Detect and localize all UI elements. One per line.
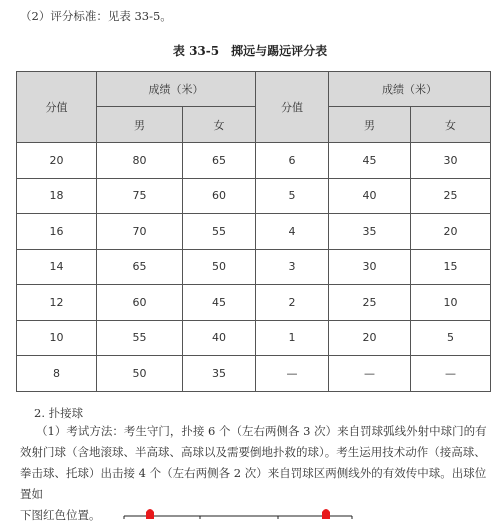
- table-cell: 65: [183, 143, 256, 179]
- paragraph-line: （1）考试方法：考生守门，扑接 6 个（左右两侧各 3 次）来自罚球弧线外射中球门的有: [36, 424, 487, 438]
- table-cell: 30: [411, 143, 491, 179]
- table-cell: 2: [256, 285, 329, 321]
- header-result: 成绩（米）: [329, 72, 491, 107]
- paragraph-line: 效射门球（含地滚球、半高球、高球以及需要倒地扑救的球）。考生运用技术动作（接高球、: [20, 445, 486, 459]
- table-cell: 3: [256, 249, 329, 285]
- table-cell: 12: [17, 285, 97, 321]
- table-cell: 80: [97, 143, 183, 179]
- goal-area-diagram: [0, 504, 500, 519]
- table-cell: 35: [329, 214, 411, 250]
- header-score: 分值: [256, 72, 329, 143]
- table-cell: 60: [183, 178, 256, 214]
- table-cell: 70: [97, 214, 183, 250]
- table-row: [17, 320, 491, 356]
- table-cell: 18: [17, 178, 97, 214]
- table-cell: —: [256, 356, 329, 392]
- table-cell: 55: [97, 320, 183, 356]
- scoring-standard-line: （2）评分标准：见表 33-5。: [20, 9, 172, 23]
- table-cell: 40: [183, 320, 256, 356]
- table-cell: 20: [17, 143, 97, 179]
- table-cell: 8: [17, 356, 97, 392]
- table-cell: 65: [97, 249, 183, 285]
- table-cell: 50: [183, 249, 256, 285]
- table-cell: 25: [329, 285, 411, 321]
- section-heading: 2. 扑接球: [34, 406, 84, 420]
- table-cell: 75: [97, 178, 183, 214]
- table-cell: 14: [17, 249, 97, 285]
- table-cell: 50: [97, 356, 183, 392]
- table-cell: 35: [183, 356, 256, 392]
- table-cell: 10: [17, 320, 97, 356]
- table-cell: 5: [256, 178, 329, 214]
- table-cell: 45: [329, 143, 411, 179]
- table-cell: 20: [411, 214, 491, 250]
- header-result: 成绩（米）: [97, 72, 256, 107]
- table-title: 表 33-5 掷远与踢远评分表: [172, 44, 328, 58]
- table-row: [17, 178, 491, 214]
- header-female: 女: [183, 107, 256, 143]
- table-row: [17, 249, 491, 285]
- table-cell: 25: [411, 178, 491, 214]
- paragraph-line: 拳击球、托球）出击接 4 个（左右两侧各 2 次）来自罚球区两侧线外的有效传中球。出球位置如: [20, 466, 487, 501]
- left-marker-icon: [146, 509, 154, 519]
- table-cell: 30: [329, 249, 411, 285]
- table-cell: 40: [329, 178, 411, 214]
- table-row: [17, 285, 491, 321]
- table-row: [17, 356, 491, 392]
- right-marker-icon: [322, 509, 330, 519]
- table-cell: 4: [256, 214, 329, 250]
- table-cell: 45: [183, 285, 256, 321]
- header-male: 男: [97, 107, 183, 143]
- table-cell: 6: [256, 143, 329, 179]
- table-row: [17, 143, 491, 179]
- table-cell: —: [411, 356, 491, 392]
- table-header-row: [17, 72, 491, 107]
- table-cell: 15: [411, 249, 491, 285]
- header-score: 分值: [17, 72, 97, 143]
- table-cell: 5: [411, 320, 491, 356]
- paragraph-line: 下图红色位置。: [20, 508, 101, 522]
- table-cell: 16: [17, 214, 97, 250]
- table-row: [17, 214, 491, 250]
- table-cell: 1: [256, 320, 329, 356]
- table-cell: 10: [411, 285, 491, 321]
- table-cell: —: [329, 356, 411, 392]
- header-female: 女: [411, 107, 491, 143]
- score-table: [16, 71, 491, 392]
- header-male: 男: [329, 107, 411, 143]
- table-cell: 60: [97, 285, 183, 321]
- table-cell: 20: [329, 320, 411, 356]
- table-cell: 55: [183, 214, 256, 250]
